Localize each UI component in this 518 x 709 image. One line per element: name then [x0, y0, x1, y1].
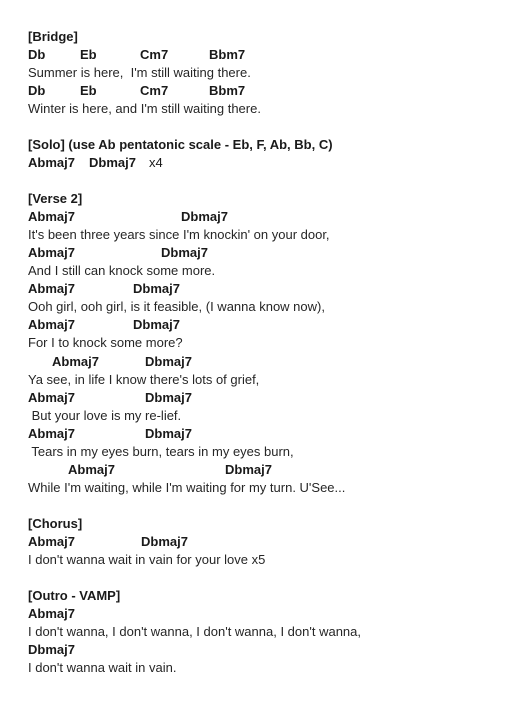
- chord: Abmaj7: [28, 155, 75, 170]
- chord: Dbmaj7: [225, 462, 272, 477]
- chord: Dbmaj7: [141, 534, 188, 549]
- chord: Dbmaj7: [145, 354, 192, 369]
- chord: Abmaj7: [28, 209, 75, 224]
- lyric-line: I don't wanna wait in vain.: [28, 660, 177, 675]
- lyric-line: Tears in my eyes burn, tears in my eyes burn,: [28, 444, 294, 459]
- section-header-chorus: [Chorus]: [28, 516, 83, 531]
- chord-line: Dbmaj7: [28, 642, 75, 657]
- chord: Bbm7: [209, 83, 246, 98]
- lyric-line: I don't wanna wait in vain for your love x5: [28, 552, 266, 567]
- chord: Cm7: [140, 47, 169, 62]
- lyric-line: While I'm waiting, while I'm waiting for my turn. U'See...: [28, 480, 346, 495]
- lyric-line: Summer is here, I'm still waiting there.: [28, 65, 251, 80]
- section-header-verse-2: [Verse 2]: [28, 191, 83, 206]
- lyric-line: Ya see, in life I know there's lots of grief,: [28, 372, 260, 387]
- chord: Abmaj7: [28, 390, 75, 405]
- section-header-solo: [Solo] (use Ab pentatonic scale - Eb, F, Ab, Bb, C): [28, 137, 333, 152]
- chord: Bbm7: [209, 47, 246, 62]
- chord-line: [28, 244, 208, 262]
- repeat-count: x4: [149, 155, 163, 170]
- chord: Abmaj7: [28, 245, 75, 260]
- chord-line: [28, 353, 192, 371]
- lyric-line: And I still can knock some more.: [28, 263, 216, 278]
- chord: Abmaj7: [28, 317, 75, 332]
- chord-line: [28, 82, 246, 100]
- lyric-line: I don't wanna, I don't wanna, I don't wanna, I don't wanna,: [28, 624, 361, 639]
- chord-line: [28, 389, 192, 407]
- chord: Db: [28, 83, 46, 98]
- chord: Db: [28, 47, 46, 62]
- chord: Dbmaj7: [181, 209, 228, 224]
- section-header-outro: [Outro - VAMP]: [28, 588, 121, 603]
- chord-line: [28, 425, 192, 443]
- chord: Abmaj7: [28, 426, 75, 441]
- chord-line: [28, 461, 272, 479]
- chord: Abmaj7: [28, 534, 75, 549]
- chord-line: [28, 533, 188, 551]
- chord: Eb: [80, 47, 97, 62]
- lyric-line: Winter is here, and I'm still waiting there.: [28, 101, 261, 116]
- chord: Dbmaj7: [145, 390, 192, 405]
- chord: Dbmaj7: [145, 426, 192, 441]
- chord-line: [28, 154, 163, 172]
- chord: Eb: [80, 83, 97, 98]
- lyric-line: But your love is my re-lief.: [28, 408, 182, 423]
- chord: Abmaj7: [28, 281, 75, 296]
- chord: Cm7: [140, 83, 169, 98]
- chord: Dbmaj7: [133, 317, 180, 332]
- chord-line: [28, 46, 246, 64]
- chord: Abmaj7: [52, 354, 99, 369]
- chord-line: Abmaj7: [28, 606, 75, 621]
- chord: Dbmaj7: [133, 281, 180, 296]
- lyric-line: For I to knock some more?: [28, 335, 183, 350]
- section-header-bridge: [Bridge]: [28, 29, 78, 44]
- chord: Dbmaj7: [89, 155, 136, 170]
- chord: Dbmaj7: [161, 245, 208, 260]
- lyric-line: Ooh girl, ooh girl, is it feasible, (I wanna know now),: [28, 299, 325, 314]
- chord-line: [28, 280, 180, 298]
- lyric-line: It's been three years since I'm knockin' on your door,: [28, 227, 330, 242]
- chord-line: [28, 316, 180, 334]
- chord: Abmaj7: [68, 462, 115, 477]
- chord-line: [28, 208, 228, 226]
